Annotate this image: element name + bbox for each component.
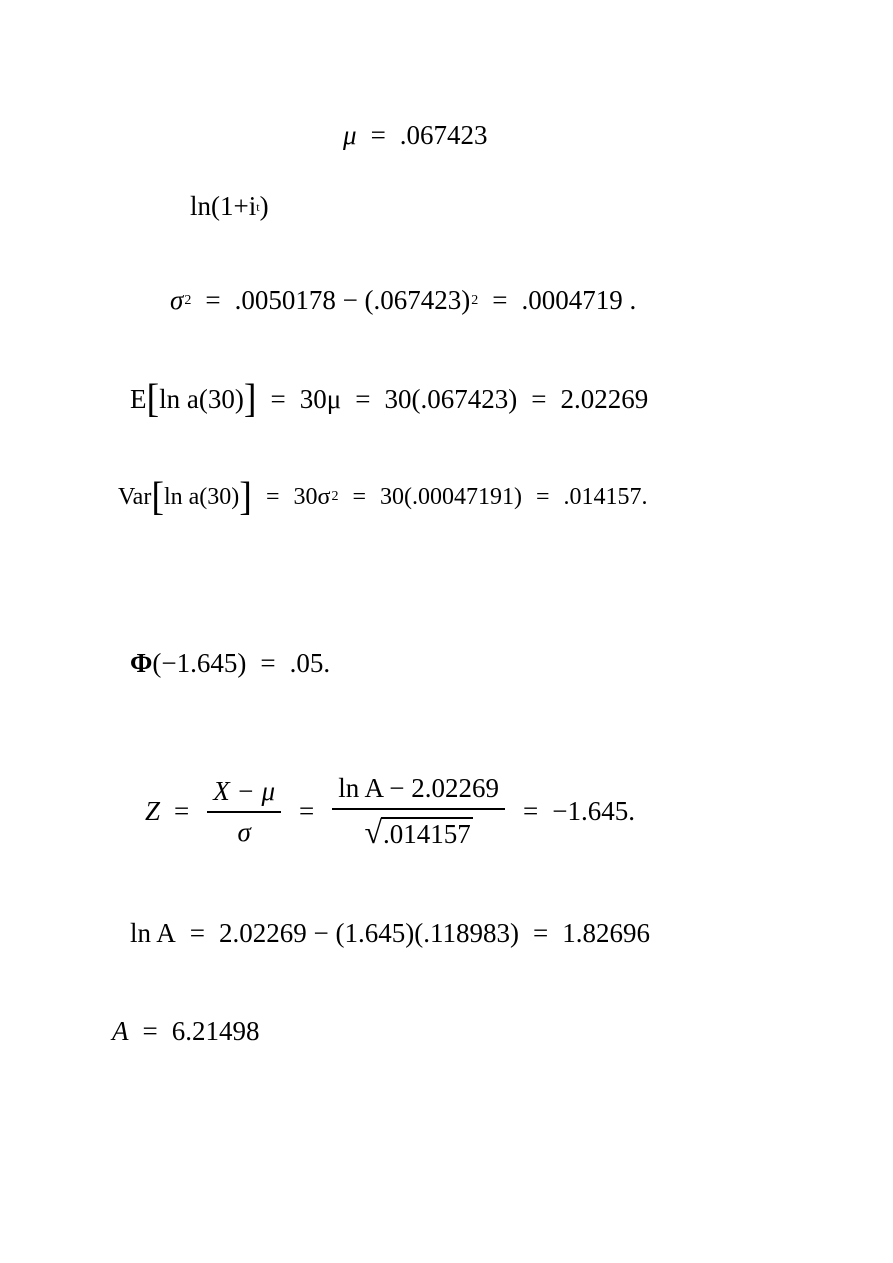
equals-sign: = — [265, 484, 280, 510]
sigma-result: .0004719 . — [521, 285, 637, 315]
equals-sign: = — [535, 484, 550, 510]
phi-symbol: Φ — [130, 648, 153, 678]
square-root — [364, 816, 472, 848]
sigma-difference: .0050178 − (.067423) — [234, 285, 471, 315]
sigma-symbol: σ — [170, 285, 184, 315]
equals-sign: = — [270, 383, 286, 414]
ln-a-expression: 2.02269 − (1.645)(.118983) — [219, 918, 519, 948]
mu-value: .067423 — [399, 120, 488, 150]
expectation-argument: ln a(30) — [159, 383, 244, 414]
log-fraction — [332, 775, 505, 848]
equals-sign: = — [355, 383, 371, 414]
z-result: −1.645. — [552, 796, 635, 826]
fraction-denominator: σ — [207, 811, 281, 846]
ln-subscript: t — [256, 199, 260, 214]
variance-operator: Var — [118, 484, 152, 510]
a-symbol: A — [112, 1016, 129, 1046]
phi-argument: (−1.645) — [152, 648, 247, 678]
right-bracket: ] — [243, 376, 257, 422]
equals-sign: = — [189, 918, 205, 948]
ln-expression: ln(1+i — [190, 191, 257, 221]
expectation-operator: E — [130, 383, 147, 414]
variance-exponent: 2 — [331, 489, 339, 504]
equals-sign: = — [532, 918, 549, 948]
fraction-numerator: X − μ — [213, 775, 276, 806]
equals-sign: = — [352, 484, 366, 510]
expectation-step-1: 30μ — [299, 383, 342, 414]
ln-a-result: 1.82696 — [562, 918, 650, 948]
variance-result: .014157. — [563, 484, 648, 510]
variance-argument: ln a(30) — [163, 484, 240, 510]
variance-step-1: 30σ — [293, 484, 331, 510]
ln-close-paren: ) — [259, 191, 269, 221]
equals-sign: = — [174, 796, 190, 826]
equation-z-score — [145, 775, 635, 848]
expectation-step-2: 30(.067423) — [384, 383, 518, 414]
standardization-fraction — [207, 775, 281, 847]
expectation-result: 2.02269 — [560, 383, 649, 414]
fraction-denominator — [332, 808, 505, 848]
ln-a-symbol: ln A — [130, 918, 176, 948]
mu-symbol: μ — [343, 120, 357, 150]
radicand: .014157 — [383, 819, 471, 849]
equals-sign: = — [523, 796, 539, 826]
variance-step-2: 30(.00047191) — [379, 484, 522, 510]
equals-sign: = — [531, 383, 547, 414]
equation-ln-a — [130, 920, 650, 947]
left-bracket: [ — [151, 474, 164, 520]
z-symbol: Z — [145, 796, 161, 826]
equals-sign: = — [205, 285, 221, 315]
sigma-exponent: 2 — [184, 292, 192, 308]
a-result: 6.21498 — [171, 1016, 260, 1046]
equation-sigma-squared — [170, 287, 636, 314]
equation-mu — [343, 122, 488, 149]
sigma-difference-exponent: 2 — [471, 292, 479, 308]
equals-sign: = — [370, 120, 386, 150]
equals-sign: = — [260, 648, 276, 678]
equals-sign: = — [142, 1016, 158, 1046]
equals-sign: = — [492, 285, 508, 315]
equation-ln-return — [190, 193, 269, 220]
phi-result: .05. — [289, 648, 331, 678]
equation-expectation — [130, 376, 649, 422]
left-bracket: [ — [146, 376, 160, 422]
equation-variance — [118, 474, 648, 520]
fraction-numerator: ln A − 2.02269 — [338, 773, 500, 803]
radical-sign: √ — [364, 814, 383, 850]
right-bracket: ] — [239, 474, 252, 520]
equation-phi — [130, 650, 330, 677]
equation-a — [112, 1018, 259, 1045]
equals-sign: = — [299, 796, 315, 826]
